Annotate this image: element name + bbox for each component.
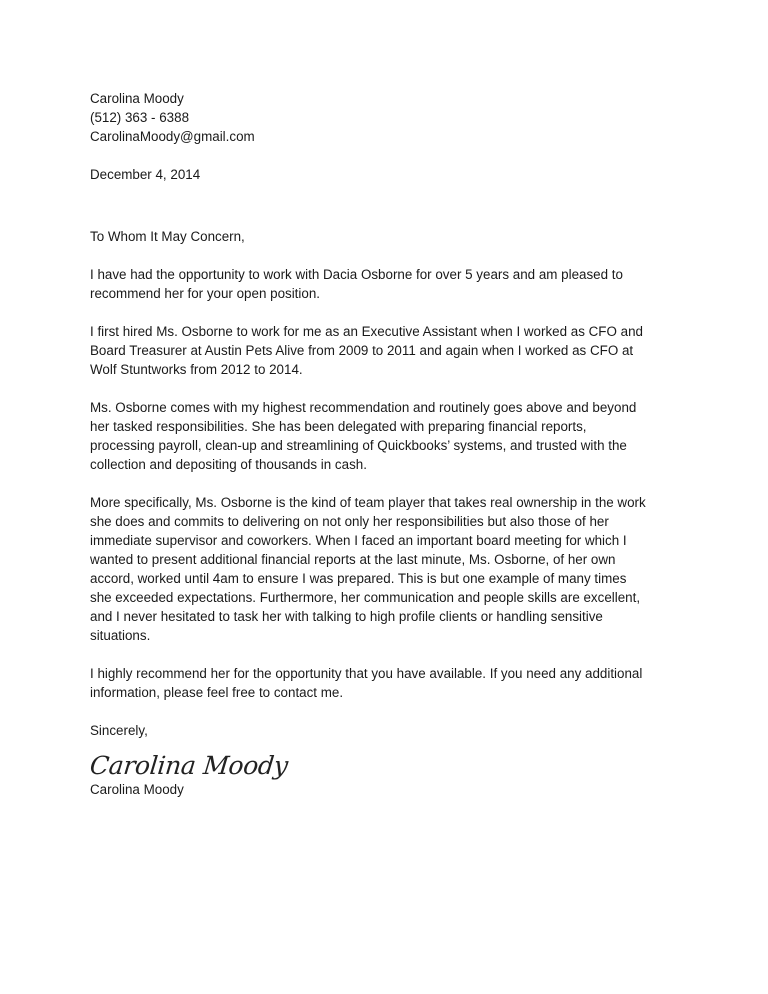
paragraph-line: I first hired Ms. Osborne to work for me as an Executive Assistant when I worked as CFO and bbox=[90, 324, 643, 339]
paragraph-line: processing payroll, clean-up and streamlining of Quickbooks’ systems, and trusted with the bbox=[90, 438, 627, 453]
paragraph-line: collection and depositing of thousands in cash. bbox=[90, 457, 367, 472]
paragraph-line: Board Treasurer at Austin Pets Alive from 2009 to 2011 and again when I worked as CFO at bbox=[90, 343, 634, 358]
paragraph-line: Ms. Osborne comes with my highest recommendation and routinely goes above and beyond bbox=[90, 400, 637, 415]
paragraph-line: immediate supervisor and coworkers. When I faced an important board meeting for which I bbox=[90, 533, 627, 548]
paragraph-recommendation bbox=[90, 398, 690, 474]
paragraph-line: I have had the opportunity to work with Dacia Osborne for over 5 years and am pleased to bbox=[90, 267, 623, 282]
sender-phone: (512) 363 - 6388 bbox=[90, 110, 190, 125]
paragraph-line: I highly recommend her for the opportunity that you have available. If you need any additional bbox=[90, 666, 643, 681]
paragraph-line: her tasked responsibilities. She has been delegated with preparing financial reports, bbox=[90, 419, 587, 434]
salutation: To Whom It May Concern, bbox=[90, 229, 245, 244]
paragraph-line: recommend her for your open position. bbox=[90, 286, 320, 301]
paragraph-line: situations. bbox=[90, 628, 151, 643]
paragraph-intro bbox=[90, 265, 690, 303]
paragraph-line: wanted to present additional financial reports at the last minute, Ms. Osborne, of her own bbox=[90, 552, 616, 567]
paragraph-line: and I never hesitated to task her with talking to high profile clients or handling sensitive bbox=[90, 609, 603, 624]
sender-block bbox=[90, 89, 690, 146]
paragraph-line: accord, worked until 4am to ensure I was prepared. This is but one example of many times bbox=[90, 571, 627, 586]
paragraph-history bbox=[90, 322, 690, 379]
paragraph-example bbox=[90, 493, 690, 645]
paragraph-line: Wolf Stuntworks from 2012 to 2014. bbox=[90, 362, 303, 377]
paragraph-line: More specifically, Ms. Osborne is the kind of team player that takes real ownership in the work bbox=[90, 495, 646, 510]
paragraph-line: she exceeded expectations. Furthermore, her communication and people skills are excellent, bbox=[90, 590, 641, 605]
printed-name: Carolina Moody bbox=[90, 782, 184, 797]
letter-date: December 4, 2014 bbox=[90, 167, 201, 182]
letter bbox=[90, 89, 690, 799]
paragraph-line: information, please feel free to contact me. bbox=[90, 685, 344, 700]
sender-name: Carolina Moody bbox=[90, 91, 184, 106]
paragraph-closing bbox=[90, 664, 690, 702]
closing: Sincerely, bbox=[90, 723, 148, 738]
handwritten-signature: Carolina Moody bbox=[88, 751, 290, 780]
sender-email: CarolinaMoody@gmail.com bbox=[90, 129, 255, 144]
paragraph-line: she does and commits to delivering on not only her responsibilities but also those of her bbox=[90, 514, 609, 529]
